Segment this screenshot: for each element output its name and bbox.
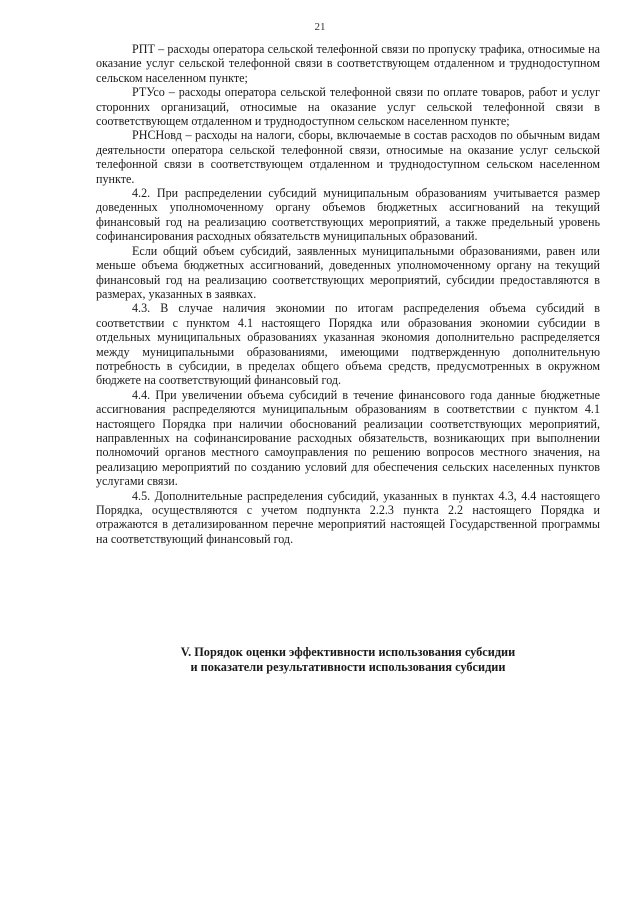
paragraph-4-3: 4.3. В случае наличия экономии по итогам распределения объема субсидий в соответствии с пунктом 4.1 настоящего Порядка или образования экономии субсидии в отдельных муниципальных образованиях указанная экономия дополнительно распределяется между муниципальными образованиями, имеющими подтвержденную дополнительную потребность в субсидии, в пределах общего объема средств, предусмотренных в окружном бюджете на соответствующий финансовый год. [96,301,600,388]
paragraph-4-4: 4.4. При увеличении объема субсидий в течение финансового года данные бюджетные ассигнования распределяются муниципальным образованиям в соответствии с пунктом 4.1 настоящего Порядка при наличии обоснований реализации соответствующих мероприятий, направленных на софинансирование расходных обязательств, возникающих при выполнении полномочий органов местного самоуправления по решению вопросов местного значения, на реализацию мероприятий по созданию условий для обеспечения сельских населенных пунктов услугами связи. [96,387,600,489]
document-body [96,42,600,546]
paragraph-rtuso: РТУсо – расходы оператора сельской телефонной связи по оплате товаров, работ и услуг сторонних организаций, относимые на оказание услуг сельской телефонной связи в соответствующем отдаленном и труднодоступном сельском населенном пункте; [96,85,600,129]
section-heading [96,645,600,675]
paragraph-4-2-cont: Если общий объем субсидий, заявленных муниципальными образованиями, равен или меньше объема бюджетных ассигнований, доведенных уполномоченному органу на текущий финансовый год на реализацию соответствующих мероприятий, субсидии предоставляются в размерах, указанных в заявках. [96,243,600,301]
page-number: 21 [314,21,326,33]
paragraph-rnsnovd: РНСНовд – расходы на налоги, сборы, включаемые в состав расходов по обычным видам деятельности оператора сельской телефонной связи, относимые на оказание услуг сельской телефонной связи в соответствующем отдаленном и труднодоступном сельском населенном пункте. [96,128,600,186]
paragraph-rpt: РПТ – расходы оператора сельской телефонной связи по пропуску трафика, относимые на оказание услуг сельской телефонной связи в соответствующем отдаленном и труднодоступном сельском населенном пункте; [96,42,600,85]
paragraph-4-5: 4.5. Дополнительные распределения субсидий, указанных в пунктах 4.3, 4.4 настоящего Порядка, осуществляются с учетом подпункта 2.2.3 пункта 2.2 настоящего Порядка и отражаются в детализированном перечне мероприятий настоящей Государственной программы на соответствующий финансовый год. [96,488,600,546]
section-heading-line-2: и показатели результативности использования субсидии [190,660,506,674]
section-heading-line-1: V. Порядок оценки эффективности использования субсидии [180,645,516,659]
paragraph-4-2: 4.2. При распределении субсидий муниципальным образованиям учитывается размер доведенных уполномоченному органу объемов бюджетных ассигнований на текущий финансовый год на реализацию соответствующих мероприятий, а также предельный уровень софинансирования расходных обязательств муниципальных образований. [96,186,600,244]
